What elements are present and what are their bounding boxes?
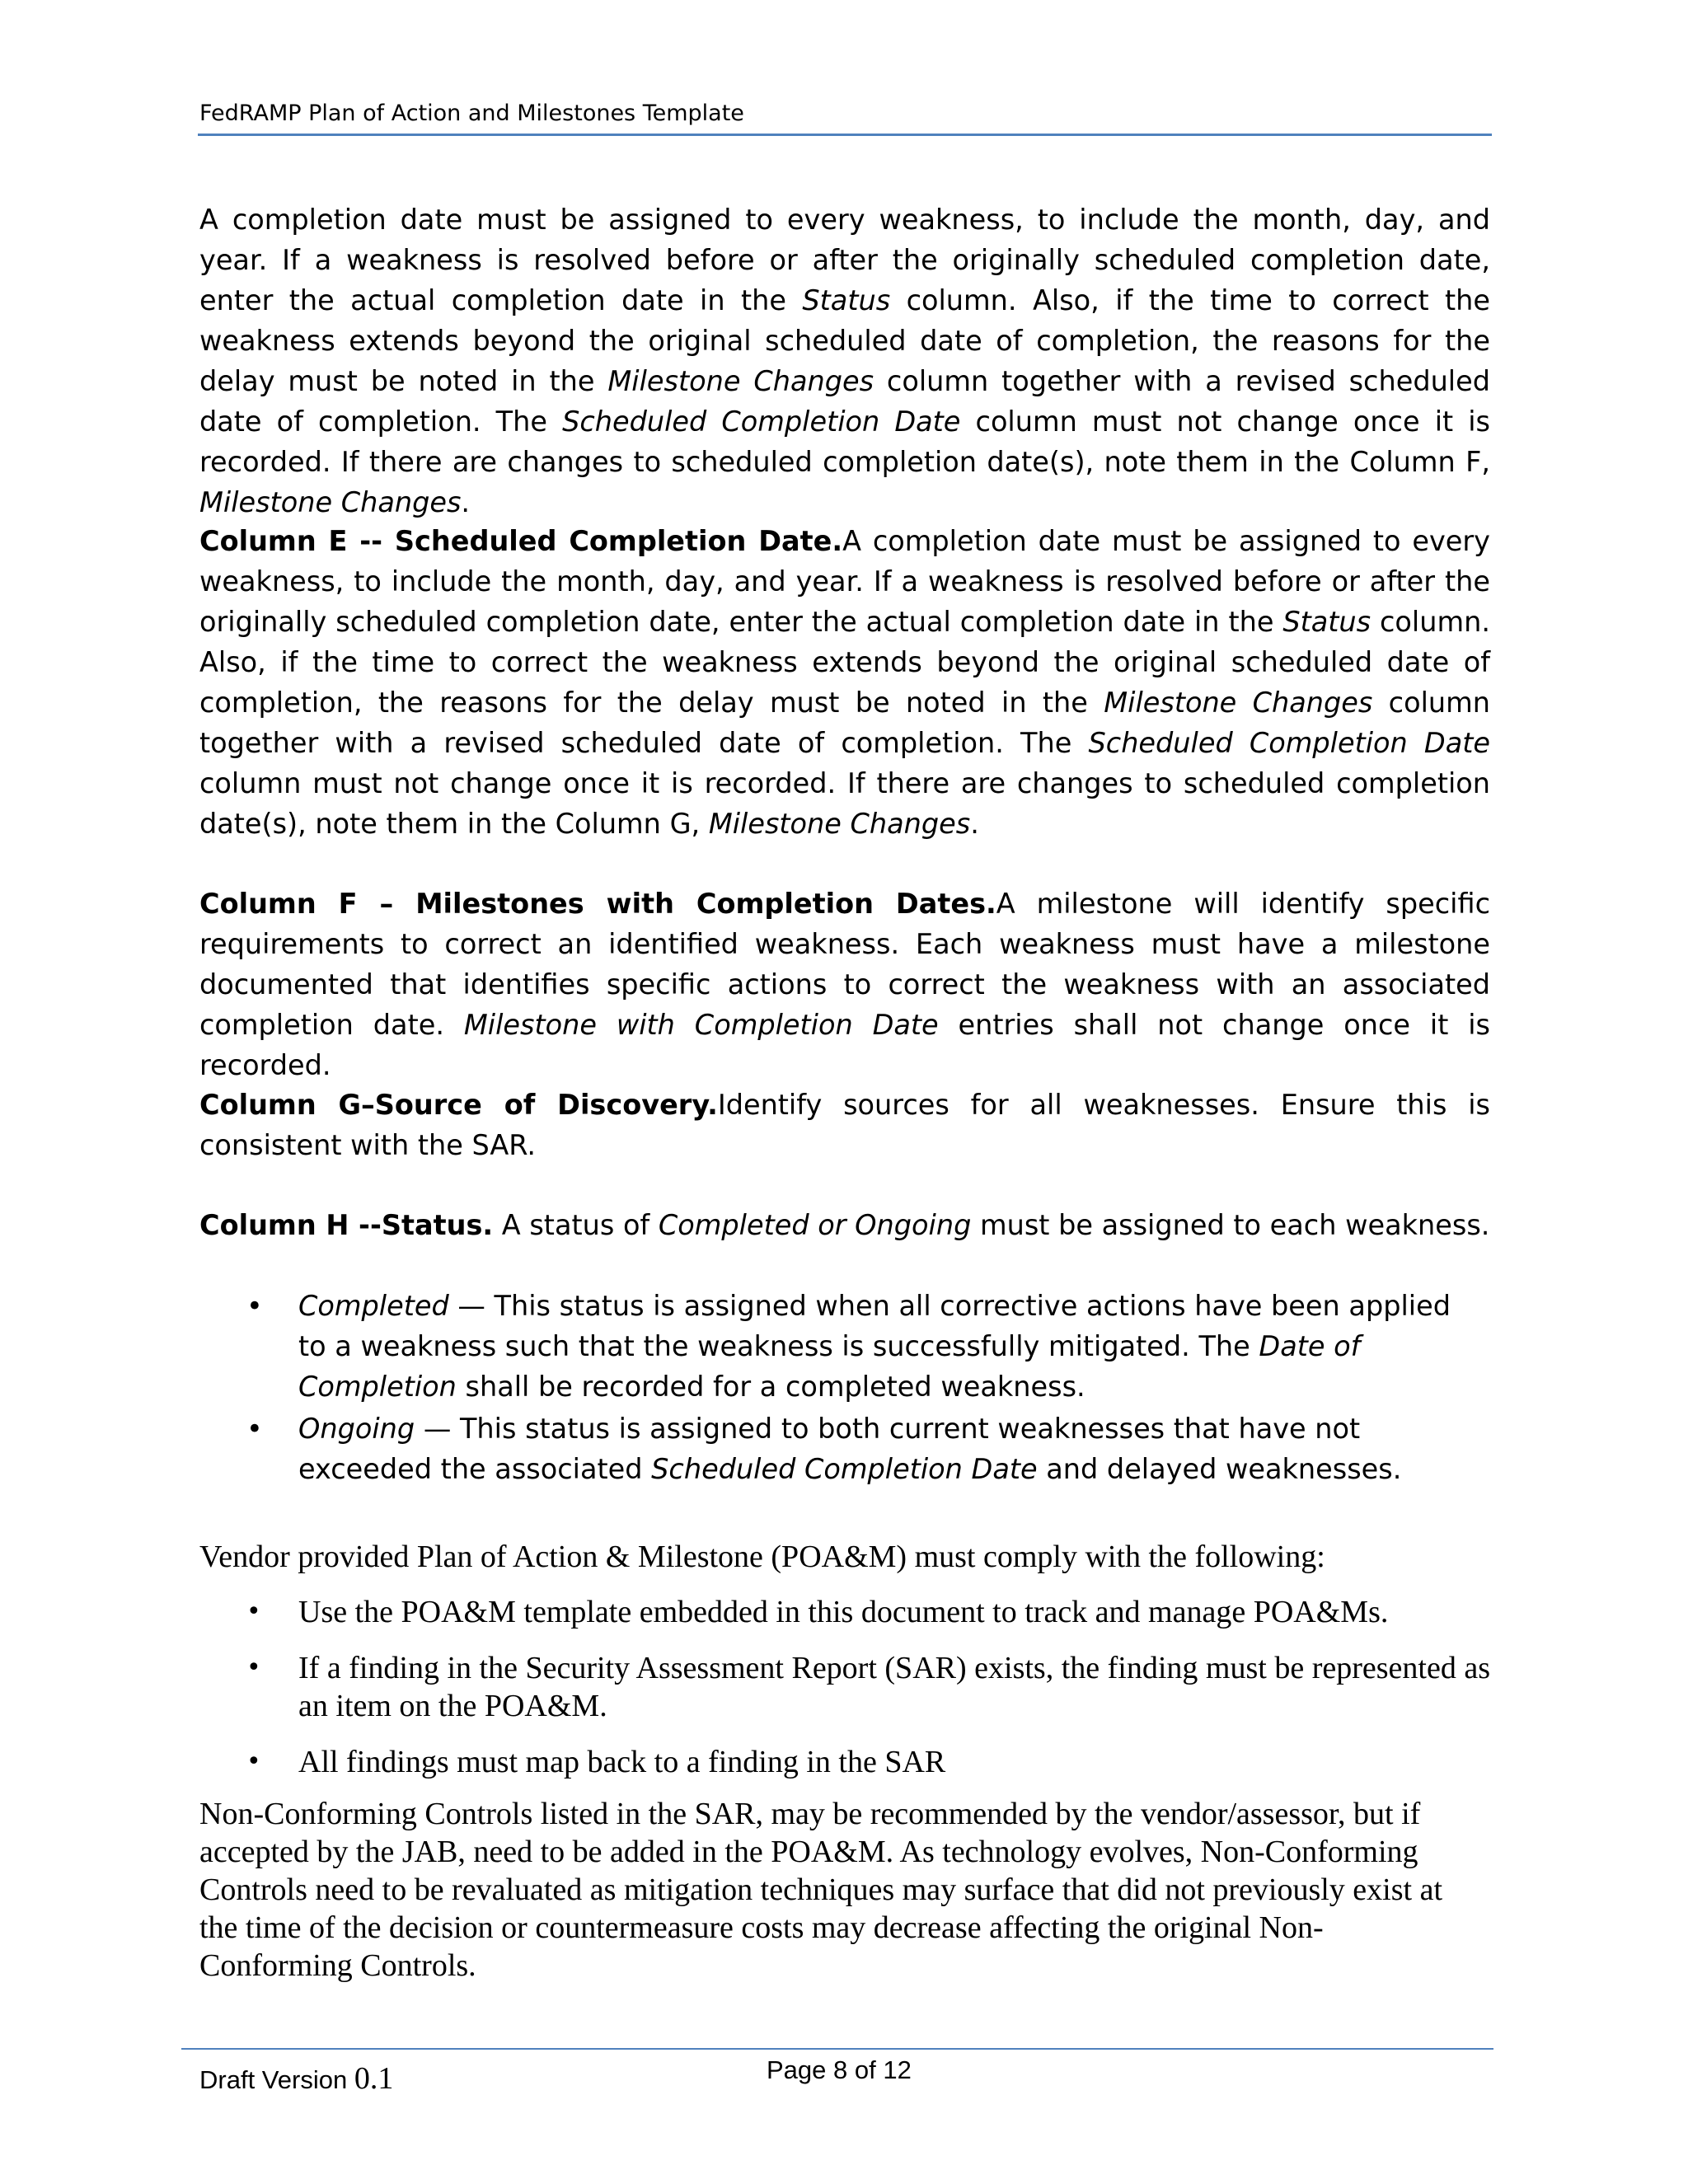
vendor-bullet-list <box>199 1593 1490 1781</box>
list-item <box>199 1743 1490 1781</box>
footer-divider <box>181 2048 1493 2050</box>
intro-italic-3: Scheduled Completion Date <box>562 405 961 438</box>
bullet-text-1: — This status is assigned to both current weaknesses that have not exceeded the associated <box>298 1413 1361 1485</box>
bullet-italic: Scheduled Completion Date <box>651 1453 1038 1485</box>
vendor-intro: Vendor provided Plan of Action & Milestone (POA&M) must comply with the following: <box>199 1540 1325 1574</box>
column-h-heading: Column H --Status. <box>199 1209 494 1241</box>
column-e-paragraph <box>199 521 1490 844</box>
bullet-text-2: and delayed weaknesses. <box>1037 1453 1402 1485</box>
intro-text-3: column together with a revised scheduled date of completion. The <box>199 365 1490 438</box>
intro-italic-1: Status <box>802 284 891 316</box>
bullet-term: Completed <box>298 1290 449 1322</box>
column-e-italic-4: Milestone Changes <box>708 808 971 840</box>
bullet-italic: Date of Completion <box>298 1330 1361 1403</box>
column-e-text-1: A completion date must be assigned to every weakness, to include the month, day, and year. If a weakness is resolved before or after the originally scheduled completion date, enter the actual completion date in the <box>199 525 1490 638</box>
bullet-icon: • <box>246 1597 261 1626</box>
column-e-heading: Column E -- Scheduled Completion Date. <box>199 525 843 557</box>
vendor-bullet-text: All findings must map back to a finding in the SAR <box>298 1745 946 1779</box>
page-header-title: FedRAMP Plan of Action and Milestones Template <box>199 101 744 126</box>
column-f-text-1: A milestone will identify specific requirements to correct an identified weakness. Each weakness must have a milestone documented that identifies specific actions to correct the weakness with an associated completion date. <box>199 888 1490 1041</box>
list-item <box>199 1408 1461 1489</box>
column-g-text-1: Identify sources for all weaknesses. Ensure this is consistent with the SAR. <box>199 1089 1490 1161</box>
bullet-term: Ongoing <box>298 1413 415 1445</box>
vendor-bullet-text: Use the POA&M template embedded in this document to track and manage POA&Ms. <box>298 1595 1389 1629</box>
column-h-text-2: must be assigned to each weakness. <box>971 1209 1490 1241</box>
list-item <box>199 1649 1490 1725</box>
intro-text-1: A completion date must be assigned to every weakness, to include the month, day, and year. If a weakness is resolved before or after the originally scheduled completion date, enter the actual completion date in the <box>199 204 1490 316</box>
column-g-paragraph <box>199 1085 1490 1165</box>
header-divider <box>198 134 1492 136</box>
intro-text-5: . <box>461 486 471 518</box>
column-e-text-5: . <box>970 808 979 840</box>
status-bullet-list <box>199 1286 1490 1491</box>
column-e-text-2: column. Also, if the time to correct the weakness extends beyond the original scheduled date of completion, the reasons for the delay must be noted in the <box>199 606 1490 719</box>
bullet-text-2: shall be recorded for a completed weakness. <box>456 1371 1085 1403</box>
column-h-paragraph <box>199 1205 1490 1245</box>
column-h-text-1: A status of <box>493 1209 659 1241</box>
column-e-text-4: column must not change once it is recorded. If there are changes to scheduled completion date(s), note them in the Column G, <box>199 767 1490 840</box>
intro-italic-2: Milestone Changes <box>607 365 874 397</box>
column-e-italic-2: Milestone Changes <box>1104 687 1373 719</box>
column-e-italic-3: Scheduled Completion Date <box>1088 727 1490 759</box>
bullet-icon: • <box>246 1290 263 1322</box>
vendor-bullet-text: If a finding in the Security Assessment Report (SAR) exists, the finding must be represented as an item on the POA&M. <box>298 1651 1490 1723</box>
bullet-icon: • <box>246 1653 261 1682</box>
footer-version-number: 0.1 <box>354 2061 394 2096</box>
column-e-italic-1: Status <box>1282 606 1372 638</box>
footer-version-label: Draft Version <box>199 2065 354 2094</box>
column-f-heading: Column F – Milestones with Completion Dates. <box>199 888 996 920</box>
list-item <box>199 1593 1490 1631</box>
vendor-closing-paragraph: Non-Conforming Controls listed in the SAR, may be recommended by the vendor/assessor, but if accepted by the JAB, need to be added in the POA&M. As technology evolves, Non-Conforming Controls need to be revaluated as mitigation techniques may surface that did not previously exist at the time of the decision or countermeasure costs may decrease affecting the original Non-Conforming Controls. <box>199 1797 1442 1983</box>
bullet-icon: • <box>246 1413 263 1445</box>
intro-italic-4: Milestone Changes <box>199 486 462 518</box>
column-e-text-3: column together with a revised scheduled date of completion. The <box>199 687 1491 759</box>
bullet-icon: • <box>246 1747 261 1776</box>
column-g-heading: Column G–Source of Discovery. <box>199 1089 718 1121</box>
intro-paragraph <box>199 199 1490 523</box>
list-item <box>199 1286 1461 1407</box>
column-h-italic-1: Completed or Ongoing <box>658 1209 972 1241</box>
footer-page-number: Page 8 of 12 <box>767 2055 912 2084</box>
intro-text-2: column. Also, if the time to correct the weakness extends beyond the original scheduled date of completion, the reasons for the delay must be noted in the <box>199 284 1490 397</box>
footer-version <box>199 2060 393 2097</box>
column-f-paragraph <box>199 883 1490 1085</box>
column-f-italic-1: Milestone with Completion Date <box>463 1009 939 1041</box>
column-f-text-2: entries shall not change once it is recorded. <box>199 1009 1490 1081</box>
intro-text-4: column must not change once it is recorded. If there are changes to scheduled completion date(s), note them in the Column F, <box>199 405 1490 478</box>
bullet-text-1: — This status is assigned when all corrective actions have been applied to a weakness such that the weakness is successfully mitigated. The <box>298 1290 1451 1362</box>
